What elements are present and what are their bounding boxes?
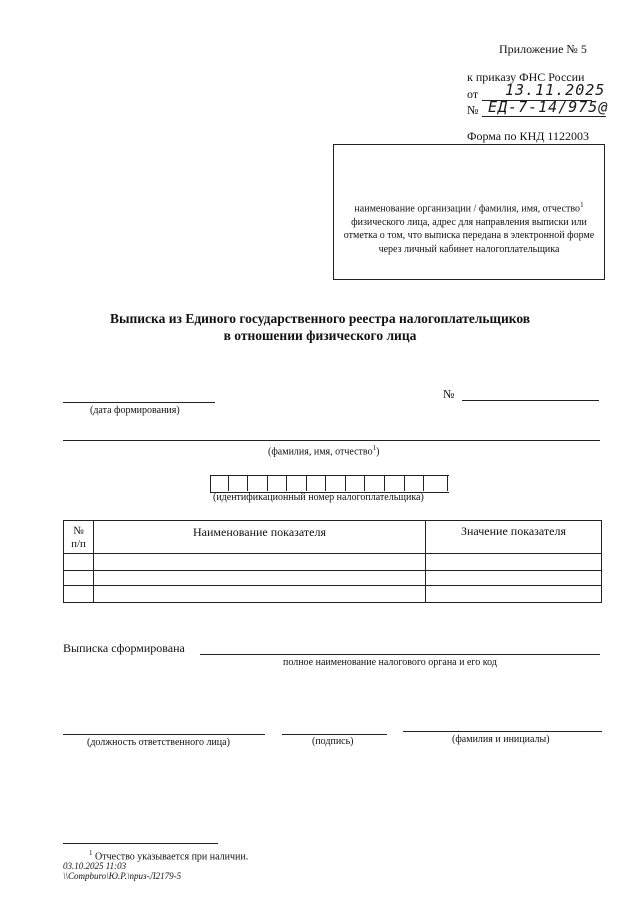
col-header-number: № п/п [64,521,94,554]
recipient-box [333,144,605,280]
formed-label: Выписка сформирована [63,641,185,655]
initials-label: (фамилия и инициалы) [452,734,550,745]
inn-field-label: (идентификационный номер налогоплательщика) [213,492,424,503]
position-label: (должность ответственного лица) [87,737,230,748]
date-field-label: (дата формирования) [90,405,180,416]
order-number-handwritten: ЕД-7-14/975@ [488,98,609,116]
number-sign: № [443,387,455,401]
print-path: \\Compburo\Ю.Р.\приз-Л2179-5 [63,871,182,881]
form-code: Форма по КНД 1122003 [467,129,589,143]
appendix-label: Приложение № 5 [499,42,587,56]
indicators-table [63,520,602,603]
signature-label: (подпись) [312,736,354,747]
tax-authority-label: полное наименование налогового органа и его код [283,657,497,668]
order-date-handwritten: 13.11.2025 [505,81,606,99]
order-reference: к приказу ФНС России [467,70,585,84]
print-date: 03.10.2025 11:03 [63,861,127,871]
table-row [64,554,602,571]
fio-field-label: (фамилия, имя, отчество$^1$) [268,444,380,458]
col-header-value: Значение показателя [426,521,602,554]
order-number-prefix: № [467,103,479,117]
page-title: Выписка из Единого государственного реестра налогоплательщиков в отношении физического лица [109,311,531,343]
table-row [64,571,602,586]
col-header-name: Наименование показателя [94,521,426,554]
footnote: $^1$ Отчество указывается при наличии. [89,849,249,863]
table-row [64,586,602,603]
order-date-prefix: от [467,87,479,101]
recipient-caption: наименование организации / фамилия, имя, отчество$^1$ физического лица, адрес для направления выписки или отметка о том, что выписка передана в электронной форме через личный кабинет налогоплательщика [343,201,595,255]
